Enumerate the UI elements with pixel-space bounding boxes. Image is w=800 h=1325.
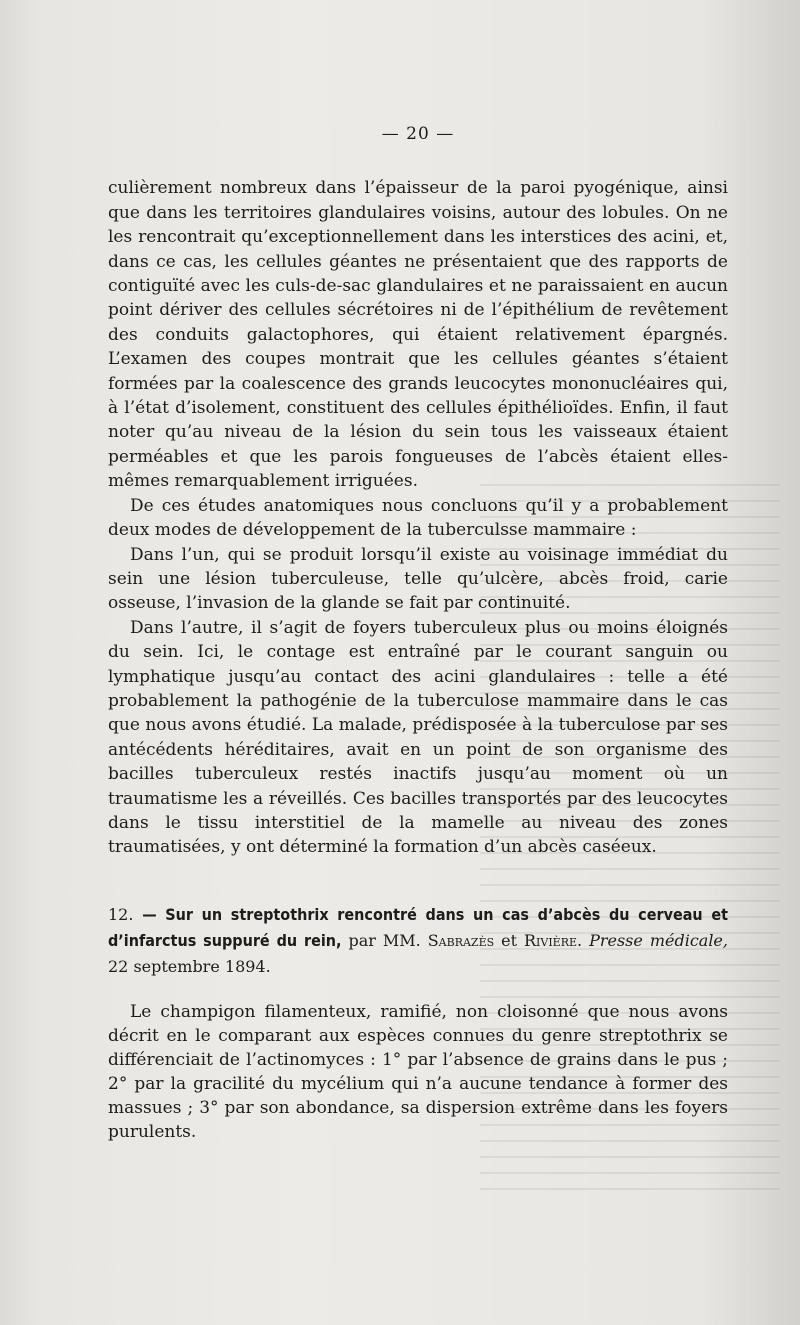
page-number: — 20 — [381,124,455,144]
note-author-2: Rivière. [524,930,583,950]
paragraph-second-mode: Dans l’autre, il s’agit de foyers tuberculeux plus ou moins éloignés du sein. Ici, le contage est entraîné par le courant sanguin ou lymphatique jusqu’au contact des acini glandulaires : telle a été probablement la pathogénie de la tuberculose mammaire dans le cas que nous avons étudié. La malade, prédisposée à la tuberculose par ses antécédents héréditaires, avait en un point de son organisme des bacilles tuberculeux restés inactifs jusqu’au moment où un traumatisme les a réveillés. Ces bacilles transportés par des leucocytes dans le tissu interstitiel de la mamelle au niveau des zones traumatisées, y ont déterminé la formation d’un abcès caséeux. [108,617,728,858]
paragraph-first-mode: Dans l’un, qui se produit lorsqu’il existe au voisinage immédiat du sein une lésion tuberculeuse, telle qu’ulcère, abcès froid, carie osseuse, l’invasion de la glande se fait par continuité. [108,544,728,614]
note-author-join: et [501,930,518,950]
summary-paragraph: Le champigon filamenteux, ramifié, non cloisonné que nous avons décrit en le comparant aux espèces connues du genre streptothrix se différenciait de l’actinomyces : 1° par l’absence de grains dans le pus ; 2° par la gracilité du mycélium qui n’a aucune tendance à former des massues ; 3° par son abondance, sa dispersion extrême dans les foyers purulents. [108,1001,728,1142]
bibliographic-note [108,902,728,980]
note-author-1: Sabrazès [427,930,495,950]
note-title: — Sur un streptothrix rencontré dans un cas d’abcès du cerveau et d’infarctus suppuré du rein, [108,904,728,950]
text-column [108,122,728,1144]
note-authors-prefix: par MM. [348,930,421,950]
paragraph-conclusion: De ces études anatomiques nous concluons qu’il y a probablement deux modes de développement de la tuberculsse mammaire : [108,495,728,541]
continuation-paragraph: culièrement nombreux dans l’épaisseur de la paroi pyogénique, ainsi que dans les territoires glandulaires voisins, autour des lobules. On ne les rencontrait qu’exceptionnellement dans les interstices des acini, et, dans ce cas, les cellules géantes ne présentaient que des rapports de contiguïté avec les culs-de-sac glandulaires et ne paraissaient en aucun point dériver des cellules sécrétoires ni de l’épithélium de revêtement des conduits galactophores, qui étaient relativement épargnés. L’examen des coupes montrait que les cellules géantes s’étaient formées par la coalescence des grands leucocytes mononucléaires qui, à l’état d’isolement, constituent des cellules épithélioïdes. Enfin, il faut noter qu’au niveau de la lésion du sein tous les vaisseaux étaient perméables et que les parois fongueuses de l’abcès étaient elles-mêmes remarquablement irriguées. [108,178,728,492]
note-number: 12. [108,904,134,924]
note-date: 22 septembre 1894. [108,956,271,976]
note-journal: Presse médicale, [589,930,728,950]
